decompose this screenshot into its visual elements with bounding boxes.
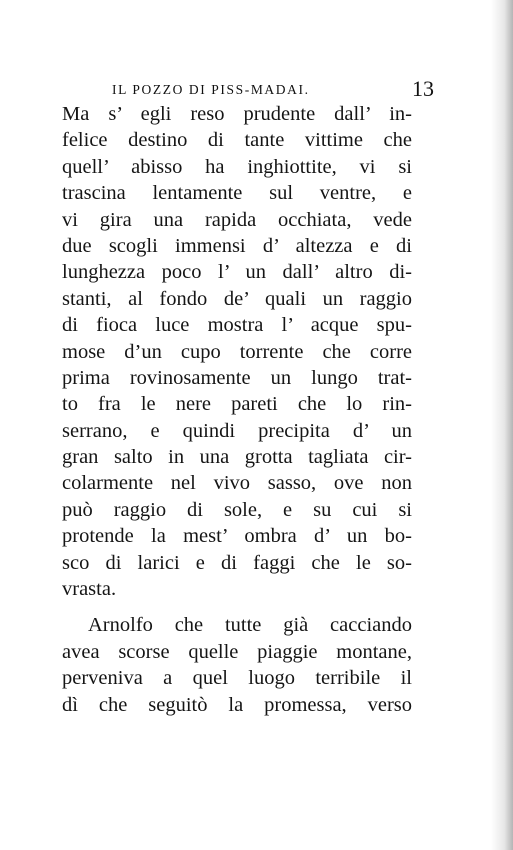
text-line: to fra le nere pareti che lo rin- (62, 393, 412, 416)
text-line: vi gira una rapida occhiata, vede (62, 208, 412, 231)
page-number: 13 (412, 76, 434, 101)
text-line: stanti, al fondo de’ quali un raggio (62, 287, 412, 310)
paragraph-2 (62, 612, 412, 718)
text-line: avea scorse quelle piaggie montane, (62, 640, 412, 663)
paragraph-1 (62, 101, 412, 602)
text-line: può raggio di sole, e su cui si (62, 498, 412, 521)
text-line: Arnolfo che tutte già cacciando (88, 614, 412, 637)
text-line: gran salto in una grotta tagliata cir- (62, 446, 412, 469)
text-line: prima rovinosamente un lungo trat- (62, 366, 412, 389)
running-title: IL POZZO DI PISS-MADAI. (112, 82, 310, 97)
text-line: vrasta. (62, 578, 117, 601)
paragraph-gap (62, 602, 412, 612)
text-line: trascina lentamente sul ventre, e (62, 182, 412, 205)
text-line: perveniva a quel luogo terribile il (62, 667, 412, 690)
page-edge-shadow (491, 0, 513, 850)
text-line: serrano, e quindi precipita d’ un (62, 419, 412, 442)
text-line: Ma s’ egli reso prudente dall’ in- (62, 103, 412, 125)
text-line: felice destino di tante vittime che (62, 129, 412, 152)
text-line: protende la mest’ ombra d’ un bo- (62, 525, 412, 548)
text-line: sco di larici e di faggi che le so- (62, 551, 412, 574)
text-line: lunghezza poco l’ un dall’ altro di- (62, 261, 412, 284)
page-header (112, 78, 434, 100)
text-line: quell’ abisso ha inghiottite, vi si (62, 155, 412, 178)
text-line: colarmente nel vivo sasso, ove non (62, 472, 412, 495)
text-line: due scogli immensi d’ altezza e di (62, 234, 412, 257)
text-line: dì che seguitò la promessa, verso (62, 693, 412, 716)
body-text (62, 101, 412, 718)
text-line: mose d’un cupo torrente che corre (62, 340, 412, 363)
text-line: di fioca luce mostra l’ acque spu- (62, 314, 412, 337)
